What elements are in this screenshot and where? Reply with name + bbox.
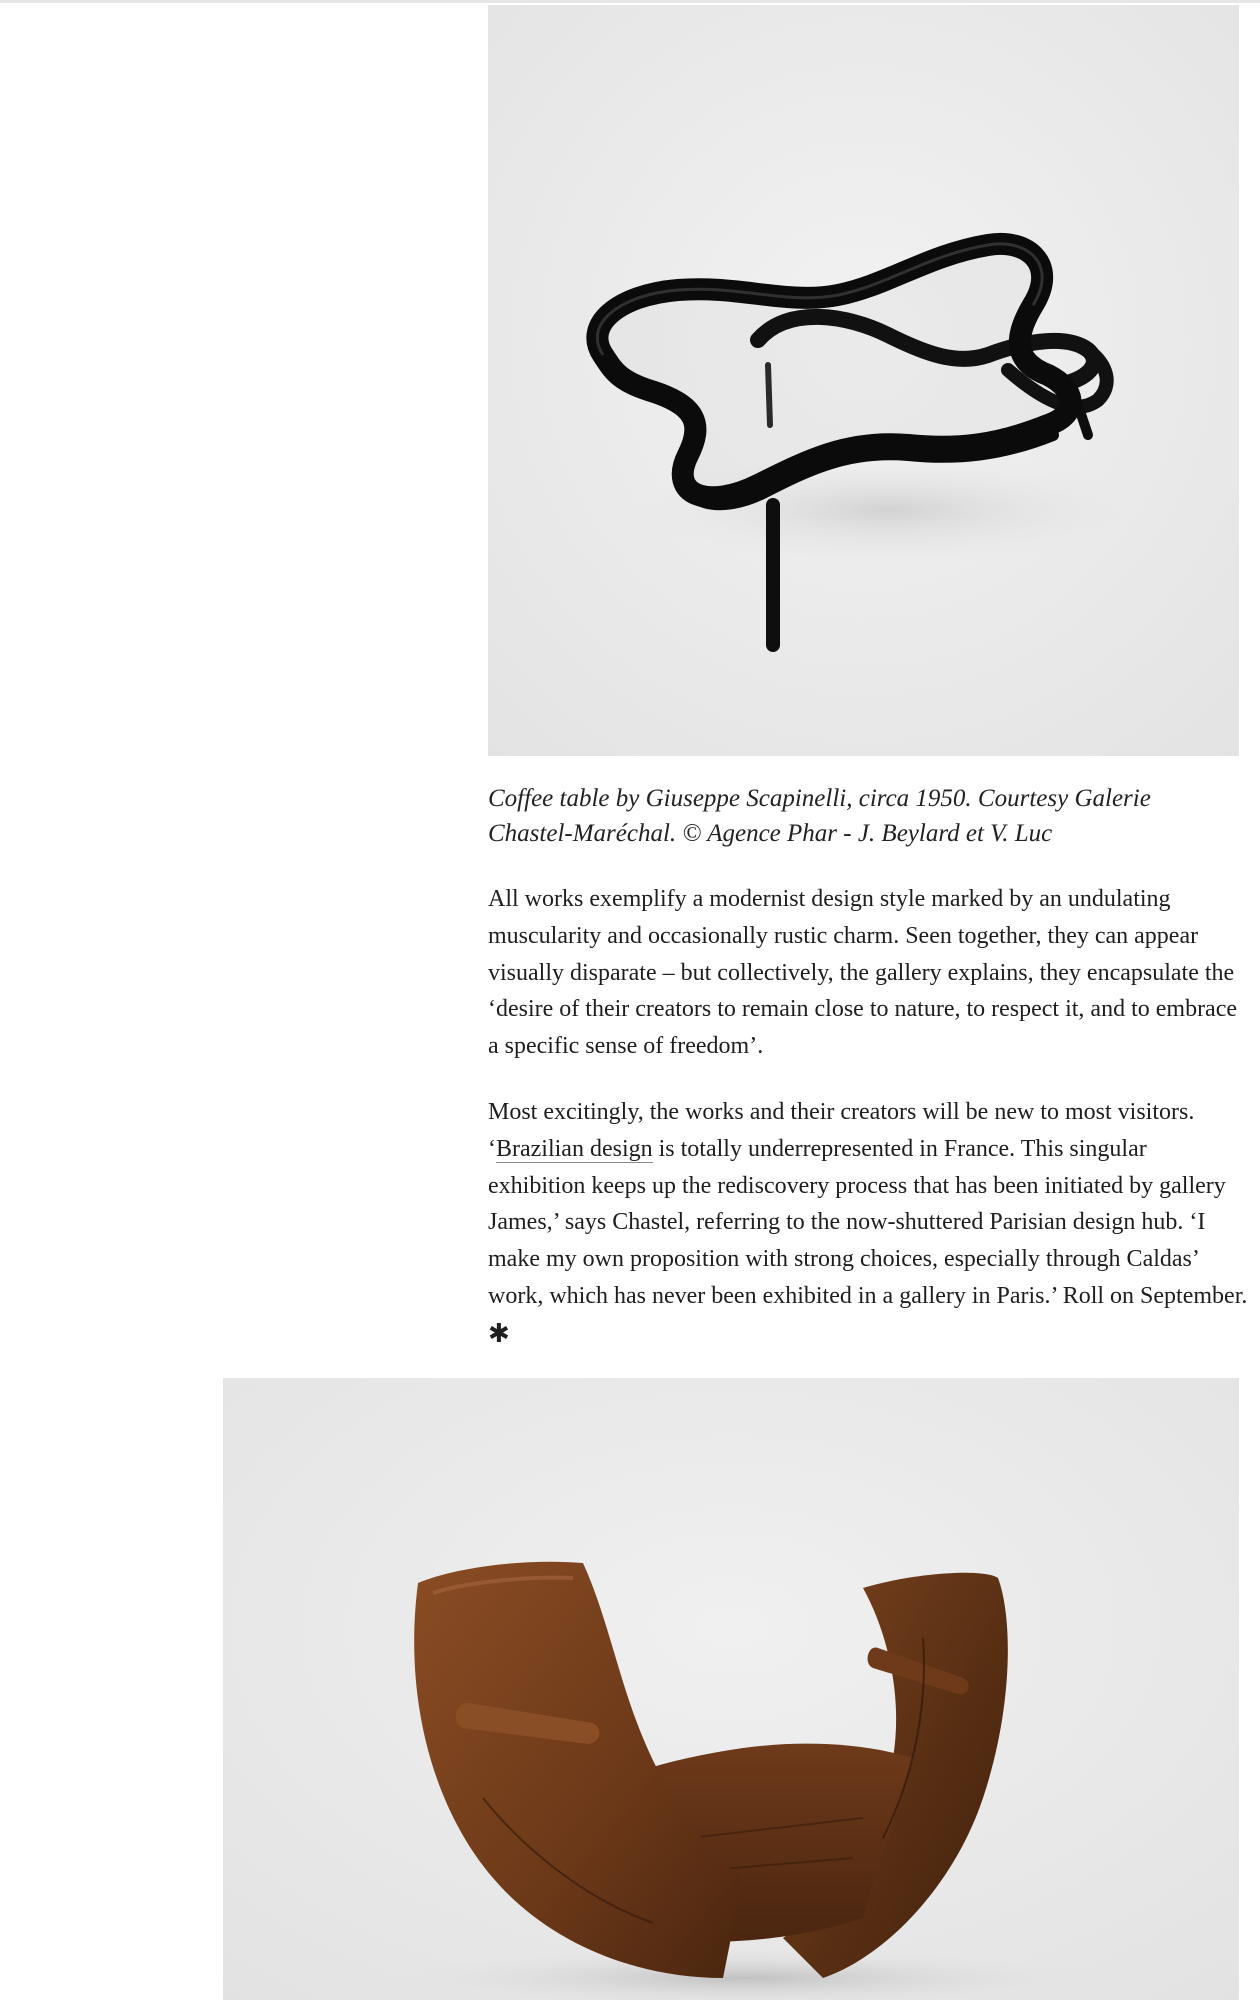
top-divider <box>0 0 1260 3</box>
body-paragraph: All works exemplify a modernist design style marked by an undulating muscularity and occasionally rustic charm. Seen together, they can appear visually disparate – but collectively, the gallery explains, they encapsulate the ‘desire of their creators to remain close to nature, to respect it, and to embrace a specific sense of freedom’. <box>488 886 1238 1060</box>
body-paragraph <box>488 1094 1248 1352</box>
image-caption: Coffee table by Giuseppe Scapinelli, circa 1950. Courtesy Galerie Chastel-Maréchal. © Agence Phar - J. Beylard et V. Luc <box>488 785 1151 847</box>
paragraph-text: is totally underrepresented in France. This singular exhibition keeps up the rediscovery process that has been initiated by gallery James,’ says Chastel, referring to the now-shuttered Parisian design hub. ‘I make my own proposition with strong choices, especially through Caldas’ work, which has never been exhibited in a gallery in Paris.’ Roll on September. <box>488 1135 1248 1309</box>
paragraph-text: Most excitingly, the works and their creators will be new to most visitors. ‘ <box>488 1099 1195 1162</box>
wooden-chair-photo <box>223 1378 1239 2000</box>
brazilian-design-link[interactable]: Brazilian design <box>496 1135 653 1162</box>
end-of-article-icon: ✱ <box>488 1318 510 1348</box>
coffee-table-photo <box>488 5 1239 756</box>
